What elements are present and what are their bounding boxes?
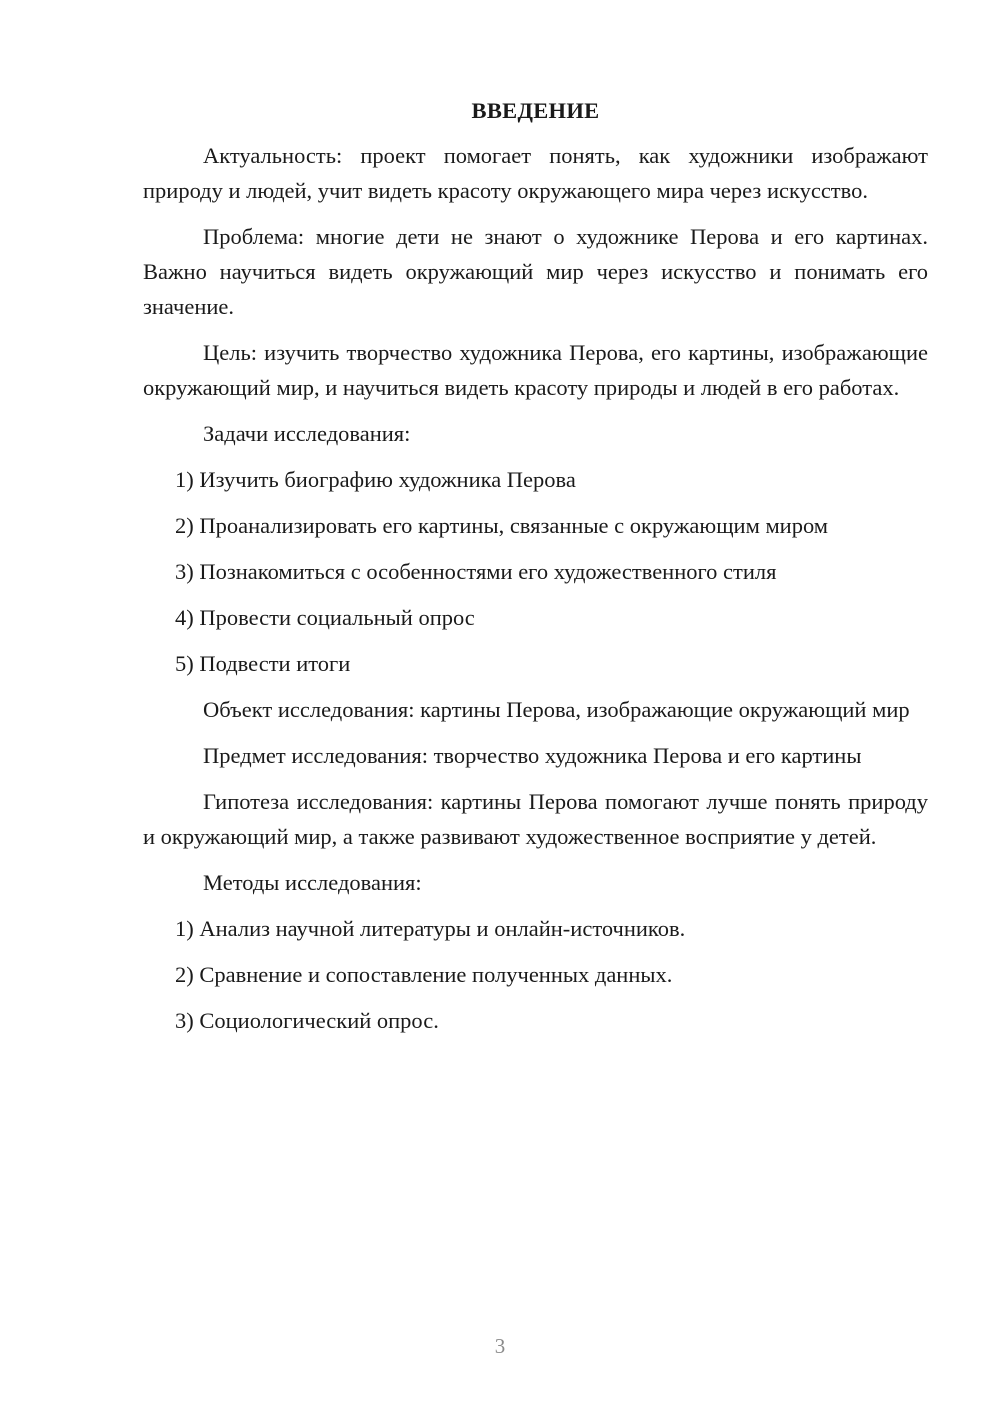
methods-heading: Методы исследования: [203, 870, 422, 895]
task-item: 2) Проанализировать его картины, связанные с окружающим миром [175, 513, 829, 538]
method-item: 1) Анализ научной литературы и онлайн-источников. [175, 916, 686, 941]
method-item: 2) Сравнение и сопоставление полученных данных. [175, 962, 673, 987]
task-item: 3) Познакомиться с особенностями его художественного стиля [175, 559, 777, 584]
hypothesis-paragraph: Гипотеза исследования: картины Перова помогают лучше понять природу и окружающий мир, а также развивают художественное восприятие у детей. [143, 789, 928, 849]
document-page [143, 96, 928, 1049]
relevance-paragraph: Актуальность: проект помогает понять, как художники изображают природу и людей, учит видеть красоту окружающего мира через искусство. [143, 143, 928, 203]
subject-paragraph: Предмет исследования: творчество художника Перова и его картины [203, 743, 862, 768]
method-item: 3) Социологический опрос. [175, 1008, 439, 1033]
page-number: 3 [494, 1334, 506, 1358]
goal-paragraph: Цель: изучить творчество художника Перова, его картины, изображающие окружающий мир, и научиться видеть красоту природы и людей в его работах. [143, 340, 928, 400]
section-title: ВВЕДЕНИЕ [471, 98, 600, 123]
object-paragraph: Объект исследования: картины Перова, изображающие окружающий мир [203, 697, 910, 722]
tasks-heading: Задачи исследования: [203, 421, 411, 446]
problem-paragraph: Проблема: многие дети не знают о художнике Перова и его картинах. Важно научиться видеть окружающий мир через искусство и понимать его значение. [143, 224, 928, 319]
task-item: 5) Подвести итоги [175, 651, 351, 676]
task-item: 1) Изучить биографию художника Перова [175, 467, 576, 492]
task-item: 4) Провести социальный опрос [175, 605, 475, 630]
